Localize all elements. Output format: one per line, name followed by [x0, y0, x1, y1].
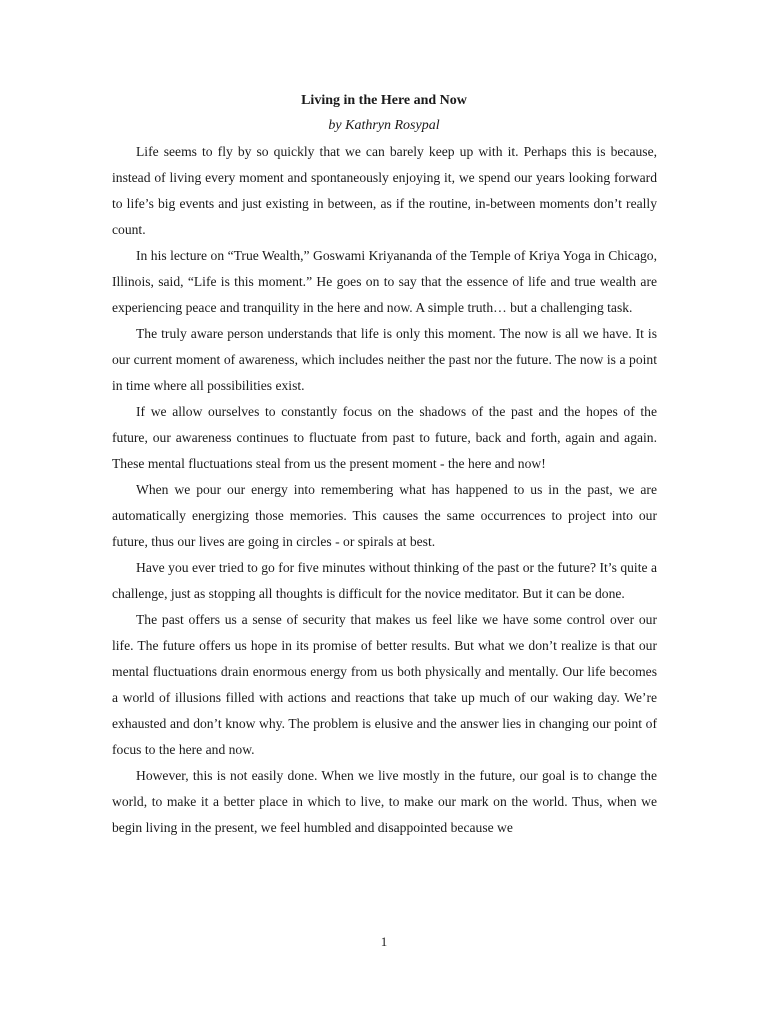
- paragraph-4: If we allow ourselves to constantly focus on the shadows of the past and the hopes of the future, our awareness continues to fluctuate from past to future, back and forth, again and again. These mental fluctuations steal from us the present moment - the here and now!: [112, 404, 657, 471]
- paragraph-2: In his lecture on “True Wealth,” Goswami Kriyananda of the Temple of Kriya Yoga in Chicago, Illinois, said, “Life is this moment.” He goes on to say that the essence of life and true wealth are experiencing peace and tranquility in the here and now. A simple truth… but a challenging task.: [112, 248, 657, 315]
- document-byline: by Kathryn Rosypal: [328, 118, 440, 133]
- paragraph-1: Life seems to fly by so quickly that we can barely keep up with it. Perhaps this is because, instead of living every moment and spontaneously enjoying it, we spend our years looking forward to life’s big events and just existing in between, as if the routine, in-between moments don’t really count.: [112, 144, 657, 237]
- paragraph-8: However, this is not easily done. When we live mostly in the future, our goal is to change the world, to make it a better place in which to live, to make our mark on the world. Thus, when we begin living in the present, we feel humbled and disappointed because we: [112, 768, 657, 835]
- paragraph-5: When we pour our energy into remembering what has happened to us in the past, we are automatically energizing those memories. This causes the same occurrences to project into our future, thus our lives are going in circles - or spirals at best.: [112, 482, 657, 549]
- paragraph-3: The truly aware person understands that life is only this moment. The now is all we have. It is our current moment of awareness, which includes neither the past nor the future. The now is a point in time where all possibilities exist.: [112, 326, 657, 393]
- page-number: 1: [380, 934, 388, 949]
- paragraph-7: The past offers us a sense of security that makes us feel like we have some control over our life. The future offers us hope in its promise of better results. But what we don’t realize is that our mental fluctuations drain enormous energy from us both physically and mentally. Our life becomes a world of illusions filled with actions and reactions that take up much of our waking day. We’re exhausted and don’t know why. The problem is elusive and the answer lies in changing our point of focus to the here and now.: [112, 612, 657, 757]
- document-title: Living in the Here and Now: [301, 93, 467, 108]
- document-body: [112, 139, 657, 841]
- paragraph-6: Have you ever tried to go for five minutes without thinking of the past or the future? It’s quite a challenge, just as stopping all thoughts is difficult for the novice meditator. But it can be done.: [112, 560, 657, 601]
